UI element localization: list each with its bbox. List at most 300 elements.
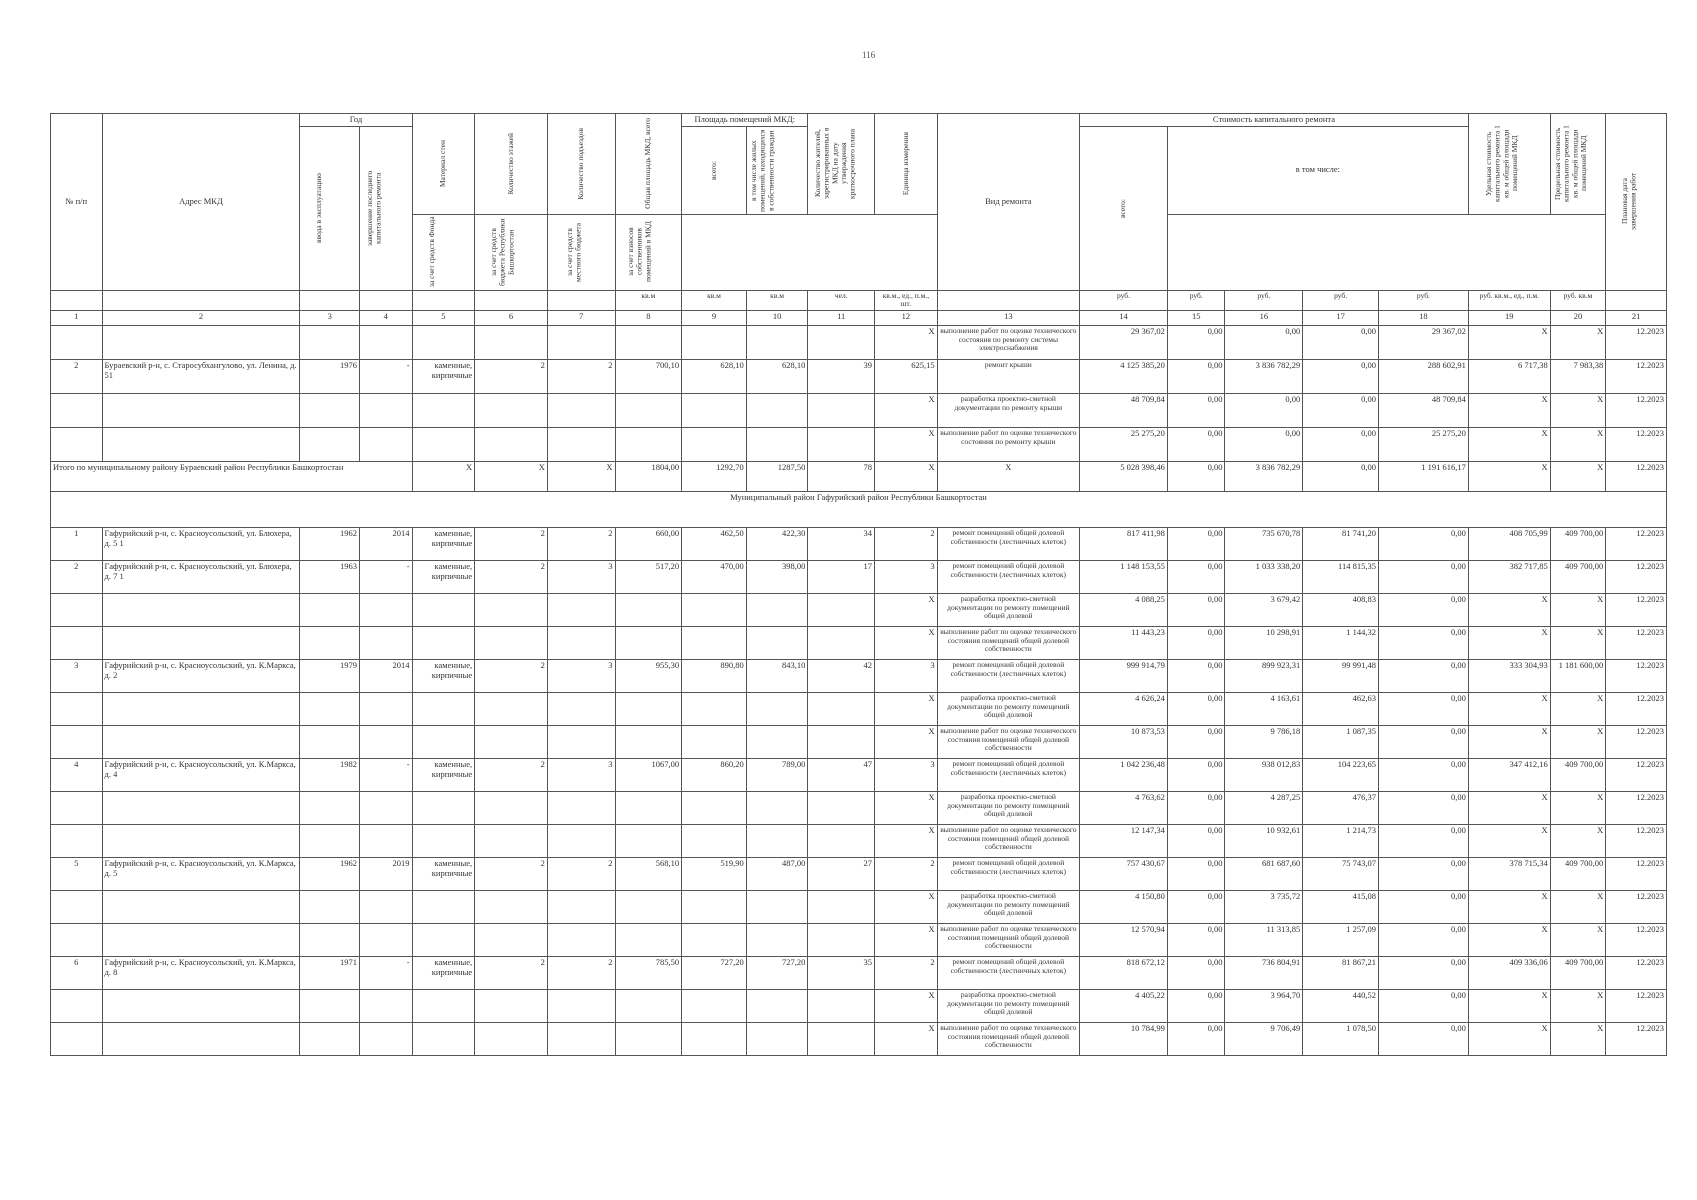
cell-own: 0,00 (1378, 825, 1468, 858)
cell-date: 12.2023 (1606, 428, 1667, 462)
col-area-group: Площадь помещений МКД: (682, 114, 808, 127)
cell-total: 4 125 385,20 (1080, 360, 1168, 394)
cell-fl (475, 891, 548, 924)
cell-spec: 408 705,99 (1468, 528, 1550, 561)
cell-addr (102, 924, 300, 957)
cell-loc: 1 144,32 (1303, 627, 1379, 660)
cell-fund: 0,00 (1167, 693, 1225, 726)
col-number-cell: 18 (1378, 311, 1468, 326)
cell-n (51, 792, 103, 825)
cell-loc: 1 078,50 (1303, 1023, 1379, 1056)
cell-unit: X (875, 726, 938, 759)
cell-addr (102, 1023, 300, 1056)
cell-walls: каменные, кирпичные (412, 759, 475, 792)
cell-ent (547, 990, 615, 1023)
cell-total: 4 150,80 (1080, 891, 1168, 924)
cell-res (808, 394, 875, 428)
cell-addr (102, 627, 300, 660)
table-row (51, 326, 1667, 360)
col-number-cell: 2 (102, 311, 300, 326)
cell-res (808, 428, 875, 462)
cell-n (51, 428, 103, 462)
cell-rep: 0,00 (1225, 326, 1303, 360)
cell-y2: 2014 (360, 660, 413, 693)
cell-unit: 2 (875, 528, 938, 561)
cell-spec: 378 715,34 (1468, 858, 1550, 891)
cell-fl: 2 (475, 957, 548, 990)
cell-date: 12.2023 (1606, 394, 1667, 428)
cell-own: 0,00 (1378, 792, 1468, 825)
section-title: Муниципальный район Гафурийский район Республики Башкортостан (51, 492, 1667, 528)
cell-fund: 0,00 (1167, 528, 1225, 561)
cell-total: 4 088,25 (1080, 594, 1168, 627)
cell-res (808, 792, 875, 825)
cell-max: X (1550, 990, 1606, 1023)
cell-unit: 2 (875, 957, 938, 990)
cell-rep: 736 804,91 (1225, 957, 1303, 990)
page-number: 116 (862, 50, 876, 60)
cell-ent: 2 (547, 858, 615, 891)
cell-fl: 2 (475, 759, 548, 792)
cell-a1: 462,50 (682, 528, 747, 561)
cell-loc: 0,00 (1303, 428, 1379, 462)
unit-cell (300, 290, 360, 310)
cell-a1 (682, 428, 747, 462)
cell-fund: 0,00 (1167, 660, 1225, 693)
cell-walls: каменные, кирпичные (412, 561, 475, 594)
table-cell: X (547, 462, 615, 492)
cell-fund: 0,00 (1167, 428, 1225, 462)
cell-y2 (360, 792, 413, 825)
cell-own: 0,00 (1378, 627, 1468, 660)
cell-rep: 1 033 338,20 (1225, 561, 1303, 594)
col-residents: Количество жителей, зарегистрированных в МКД на дату утверждения краткосрочного плана (808, 114, 875, 215)
cell-rep: 4 163,61 (1225, 693, 1303, 726)
cell-addr (102, 594, 300, 627)
cell-rep: 4 287,25 (1225, 792, 1303, 825)
cell-a2 (746, 792, 808, 825)
col-number-cell: 11 (808, 311, 875, 326)
cell-ta (615, 627, 682, 660)
table-row (51, 561, 1667, 594)
cell-spec: X (1468, 627, 1550, 660)
cell-type: выполнение работ по оценке технического состояния помещений общей долевой собственности (937, 627, 1079, 660)
table-cell: X (1550, 462, 1606, 492)
cell-ent: 3 (547, 759, 615, 792)
cell-spec: X (1468, 990, 1550, 1023)
cell-n: 5 (51, 858, 103, 891)
table-row (51, 594, 1667, 627)
col-unit: Единица измерения (875, 114, 938, 215)
table-cell: X (412, 462, 475, 492)
cell-a1 (682, 1023, 747, 1056)
cell-fl (475, 990, 548, 1023)
cell-fund: 0,00 (1167, 726, 1225, 759)
cell-total: 818 672,12 (1080, 957, 1168, 990)
cell-y2: - (360, 360, 413, 394)
cell-fl: 2 (475, 660, 548, 693)
cell-addr (102, 990, 300, 1023)
cell-n (51, 990, 103, 1023)
cell-date: 12.2023 (1606, 627, 1667, 660)
cell-a2: 487,00 (746, 858, 808, 891)
table-row (51, 726, 1667, 759)
cell-y2: 2019 (360, 858, 413, 891)
cell-fl (475, 726, 548, 759)
cell-spec: X (1468, 924, 1550, 957)
unit-cell: чел. (808, 290, 875, 310)
cell-a1 (682, 924, 747, 957)
unit-cell (412, 290, 475, 310)
cell-res (808, 627, 875, 660)
cell-ta (615, 825, 682, 858)
unit-cell: руб. (1303, 290, 1379, 310)
cell-a1 (682, 825, 747, 858)
cell-fund: 0,00 (1167, 561, 1225, 594)
cell-n: 6 (51, 957, 103, 990)
cell-y2 (360, 627, 413, 660)
cell-walls (412, 693, 475, 726)
cell-max: X (1550, 428, 1606, 462)
cell-max: X (1550, 825, 1606, 858)
col-cost-owners: за счет взносов собственников помещений в МКД (615, 214, 682, 290)
cell-spec: X (1468, 326, 1550, 360)
unit-cell: кв.м., ед., п.м., шт. (875, 290, 938, 310)
cell-type: разработка проектно-сметной документации по ремонту крыши (937, 394, 1079, 428)
table-row (51, 627, 1667, 660)
col-number-cell: 9 (682, 311, 747, 326)
cell-res (808, 924, 875, 957)
cell-a2: 398,00 (746, 561, 808, 594)
cell-addr: Гафурийский р-н, с. Красноусольский, ул. Блюхера, д. 5 1 (102, 528, 300, 561)
cell-own: 0,00 (1378, 594, 1468, 627)
cell-n (51, 726, 103, 759)
cell-total: 1 148 153,55 (1080, 561, 1168, 594)
table-cell: 1292,70 (682, 462, 747, 492)
cell-unit: X (875, 428, 938, 462)
unit-cell (1606, 290, 1667, 310)
cell-a1: 519,90 (682, 858, 747, 891)
cell-y1: 1971 (300, 957, 360, 990)
cell-y1 (300, 726, 360, 759)
cell-type: выполнение работ по оценке технического состояния помещений общей долевой собственности (937, 1023, 1079, 1056)
col-address: Адрес МКД (102, 114, 300, 291)
cell-ent (547, 326, 615, 360)
cell-addr (102, 726, 300, 759)
cell-y1 (300, 326, 360, 360)
cell-total: 10 873,53 (1080, 726, 1168, 759)
cell-rep: 681 687,60 (1225, 858, 1303, 891)
cell-loc: 415,08 (1303, 891, 1379, 924)
cell-y1 (300, 627, 360, 660)
cell-y1 (300, 924, 360, 957)
cell-res (808, 990, 875, 1023)
cell-a2 (746, 990, 808, 1023)
cell-res (808, 891, 875, 924)
cell-own: 0,00 (1378, 990, 1468, 1023)
cell-a1 (682, 394, 747, 428)
col-floors: Количество этажей (475, 114, 548, 215)
cell-y2 (360, 825, 413, 858)
cell-n (51, 326, 103, 360)
repair-plan-table (50, 113, 1667, 1056)
cell-unit: X (875, 825, 938, 858)
table-cell: X (475, 462, 548, 492)
col-number-cell: 4 (360, 311, 413, 326)
cell-total: 11 443,23 (1080, 627, 1168, 660)
cell-ta (615, 693, 682, 726)
cell-date: 12.2023 (1606, 326, 1667, 360)
cell-rep: 735 670,78 (1225, 528, 1303, 561)
cell-loc: 462,63 (1303, 693, 1379, 726)
cell-ta: 660,00 (615, 528, 682, 561)
col-year-last-repair: завершение последнего капитального ремонта (360, 126, 413, 290)
cell-ta: 785,50 (615, 957, 682, 990)
cell-res: 39 (808, 360, 875, 394)
cell-fl (475, 594, 548, 627)
cell-ent (547, 693, 615, 726)
cell-walls (412, 428, 475, 462)
cell-walls (412, 825, 475, 858)
cell-fl (475, 792, 548, 825)
cell-spec: X (1468, 1023, 1550, 1056)
cell-type: выполнение работ по оценке технического состояния помещений общей долевой собственности (937, 825, 1079, 858)
cell-max: X (1550, 1023, 1606, 1056)
cell-max: X (1550, 726, 1606, 759)
cell-y2 (360, 594, 413, 627)
table-row (51, 957, 1667, 990)
cell-res (808, 726, 875, 759)
cell-own: 25 275,20 (1378, 428, 1468, 462)
cell-y1 (300, 990, 360, 1023)
cell-unit: X (875, 627, 938, 660)
cell-walls (412, 394, 475, 428)
cell-type: выполнение работ по оценке технического состояния помещений общей долевой собственности (937, 726, 1079, 759)
cell-a1: 727,20 (682, 957, 747, 990)
cell-res: 27 (808, 858, 875, 891)
unit-cell (51, 290, 103, 310)
cell-loc: 476,37 (1303, 792, 1379, 825)
cell-addr: Гафурийский р-н, с. Красноусольский, ул. К.Маркса, д. 5 (102, 858, 300, 891)
cell-type: ремонт помещений общей долевой собственности (лестничных клеток) (937, 528, 1079, 561)
table-row (51, 693, 1667, 726)
cell-spec: 409 336,06 (1468, 957, 1550, 990)
cell-own: 0,00 (1378, 660, 1468, 693)
cell-own: 48 709,84 (1378, 394, 1468, 428)
cell-unit: X (875, 891, 938, 924)
table-row (51, 891, 1667, 924)
col-n: № п/п (51, 114, 103, 291)
col-number-cell: 12 (875, 311, 938, 326)
cell-y2 (360, 693, 413, 726)
cell-y1: 1976 (300, 360, 360, 394)
cell-a1 (682, 990, 747, 1023)
cell-rep: 10 932,61 (1225, 825, 1303, 858)
cell-ent (547, 627, 615, 660)
cell-max: X (1550, 924, 1606, 957)
cell-unit: 3 (875, 561, 938, 594)
cell-loc: 1 087,35 (1303, 726, 1379, 759)
cell-a2: 789,00 (746, 759, 808, 792)
cell-own: 0,00 (1378, 693, 1468, 726)
cell-max: X (1550, 326, 1606, 360)
cell-a2 (746, 891, 808, 924)
cell-addr (102, 428, 300, 462)
cell-fl (475, 627, 548, 660)
col-total-area: Общая площадь МКД, всего (615, 114, 682, 215)
cell-rep: 3 735,72 (1225, 891, 1303, 924)
cell-fund: 0,00 (1167, 891, 1225, 924)
cell-date: 12.2023 (1606, 924, 1667, 957)
col-number-cell: 17 (1303, 311, 1379, 326)
cell-y2 (360, 1023, 413, 1056)
cell-a2: 422,30 (746, 528, 808, 561)
cell-fund: 0,00 (1167, 957, 1225, 990)
total-label: Итого по муниципальному району Бураевский район Республики Башкортостан (51, 462, 413, 492)
cell-a2 (746, 825, 808, 858)
cell-type: разработка проектно-сметной документации по ремонту помещений общей долевой (937, 594, 1079, 627)
col-max-cost: Предельная стоимость капитального ремонта 1 кв. м общей площади помещений МКД (1550, 114, 1606, 215)
cell-loc: 99 991,48 (1303, 660, 1379, 693)
col-entrances: Количество подъездов (547, 114, 615, 215)
cell-spec: X (1468, 394, 1550, 428)
cell-a1 (682, 693, 747, 726)
cell-walls (412, 924, 475, 957)
cell-own: 0,00 (1378, 528, 1468, 561)
cell-y1 (300, 394, 360, 428)
cell-walls (412, 891, 475, 924)
units-row (51, 290, 1667, 310)
cell-date: 12.2023 (1606, 759, 1667, 792)
cell-loc: 104 223,65 (1303, 759, 1379, 792)
cell-ta: 517,20 (615, 561, 682, 594)
cell-fl: 2 (475, 360, 548, 394)
cell-res (808, 693, 875, 726)
cell-a2 (746, 1023, 808, 1056)
cell-total: 12 570,94 (1080, 924, 1168, 957)
cell-ent (547, 394, 615, 428)
cell-addr: Гафурийский р-н, с. Красноусольский, ул. К.Маркса, д. 2 (102, 660, 300, 693)
unit-cell (937, 290, 1079, 310)
col-cost-fund: за счет средств Фонда (412, 214, 475, 290)
cell-a1 (682, 627, 747, 660)
cell-max: 409 700,00 (1550, 528, 1606, 561)
unit-cell: руб. (1378, 290, 1468, 310)
cell-a2 (746, 326, 808, 360)
cell-unit: 2 (875, 858, 938, 891)
col-year-commission: ввода в эксплуатацию (300, 126, 360, 290)
cell-unit: X (875, 326, 938, 360)
cell-spec: X (1468, 594, 1550, 627)
cell-n (51, 924, 103, 957)
unit-cell: кв.м (682, 290, 747, 310)
cell-ent (547, 891, 615, 924)
col-cost-group: Стоимость капитального ремонта (1080, 114, 1469, 127)
cell-own: 0,00 (1378, 924, 1468, 957)
unit-cell: руб. (1225, 290, 1303, 310)
cell-rep: 3 679,42 (1225, 594, 1303, 627)
cell-fund: 0,00 (1167, 1023, 1225, 1056)
cell-date: 12.2023 (1606, 891, 1667, 924)
cell-type: ремонт помещений общей долевой собственности (лестничных клеток) (937, 660, 1079, 693)
cell-max: 1 181 600,00 (1550, 660, 1606, 693)
col-specific-cost: Удельная стоимость капитального ремонта 1 кв. м общей площади помещений МКД (1468, 114, 1550, 215)
table-cell: 5 028 398,46 (1080, 462, 1168, 492)
col-number-cell: 15 (1167, 311, 1225, 326)
cell-spec: 6 717,38 (1468, 360, 1550, 394)
unit-cell: руб. кв.м (1550, 290, 1606, 310)
cell-total: 4 626,24 (1080, 693, 1168, 726)
cell-type: разработка проектно-сметной документации по ремонту помещений общей долевой (937, 792, 1079, 825)
cell-a2 (746, 627, 808, 660)
cell-ta: 700,10 (615, 360, 682, 394)
cell-n (51, 693, 103, 726)
cell-rep: 11 313,85 (1225, 924, 1303, 957)
cell-rep: 0,00 (1225, 394, 1303, 428)
cell-walls: каменные, кирпичные (412, 528, 475, 561)
cell-y2 (360, 394, 413, 428)
cell-n: 3 (51, 660, 103, 693)
cell-addr: Гафурийский р-н, с. Красноусольский, ул. Блюхера, д. 7 1 (102, 561, 300, 594)
cell-rep: 0,00 (1225, 428, 1303, 462)
col-number-cell: 13 (937, 311, 1079, 326)
col-number-cell: 3 (300, 311, 360, 326)
cell-spec: X (1468, 693, 1550, 726)
table-cell: 1 191 616,17 (1378, 462, 1468, 492)
cell-rep: 899 923,31 (1225, 660, 1303, 693)
cell-total: 817 411,98 (1080, 528, 1168, 561)
cell-date: 12.2023 (1606, 693, 1667, 726)
cell-type: ремонт помещений общей долевой собственности (лестничных клеток) (937, 561, 1079, 594)
cell-ta (615, 891, 682, 924)
col-incl: в том числе: (1167, 126, 1468, 214)
cell-a1 (682, 726, 747, 759)
cell-y1: 1982 (300, 759, 360, 792)
cell-addr (102, 825, 300, 858)
col-number-cell: 16 (1225, 311, 1303, 326)
cell-max: 409 700,00 (1550, 858, 1606, 891)
cell-ent: 3 (547, 561, 615, 594)
cell-unit: 625,15 (875, 360, 938, 394)
table-row (51, 528, 1667, 561)
cell-fund: 0,00 (1167, 825, 1225, 858)
unit-cell: руб. (1080, 290, 1168, 310)
cell-walls: каменные, кирпичные (412, 957, 475, 990)
cell-res (808, 594, 875, 627)
table-row (51, 660, 1667, 693)
cell-max: 409 700,00 (1550, 759, 1606, 792)
cell-type: разработка проектно-сметной документации по ремонту помещений общей долевой (937, 693, 1079, 726)
cell-spec: X (1468, 428, 1550, 462)
cell-addr: Бураевский р-н, с. Старосубхангулово, ул. Ленина, д. 51 (102, 360, 300, 394)
cell-y2 (360, 326, 413, 360)
cell-type: ремонт крыши (937, 360, 1079, 394)
cell-y1: 1962 (300, 528, 360, 561)
cell-walls: каменные, кирпичные (412, 360, 475, 394)
cell-unit: X (875, 990, 938, 1023)
cell-date: 12.2023 (1606, 528, 1667, 561)
cell-loc: 0,00 (1303, 360, 1379, 394)
cell-type: разработка проектно-сметной документации по ремонту помещений общей долевой (937, 990, 1079, 1023)
cell-a1: 860,20 (682, 759, 747, 792)
cell-a2 (746, 428, 808, 462)
cell-ta (615, 726, 682, 759)
cell-ent: 2 (547, 957, 615, 990)
cell-total: 999 914,79 (1080, 660, 1168, 693)
cell-a2: 843,10 (746, 660, 808, 693)
cell-addr (102, 891, 300, 924)
cell-type: ремонт помещений общей долевой собственности (лестничных клеток) (937, 858, 1079, 891)
